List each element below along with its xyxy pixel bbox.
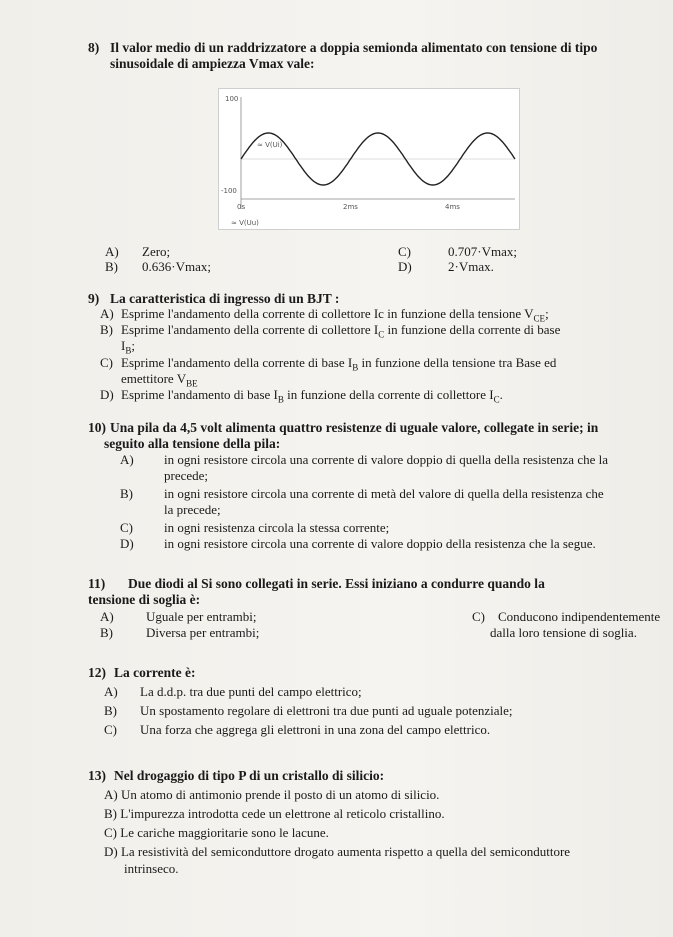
q12-option-c-letter: C) xyxy=(104,722,117,737)
q8-option-b-text: 0.636·Vmax; xyxy=(142,259,211,274)
q9-option-b xyxy=(121,322,561,340)
q10-number: 10) xyxy=(88,420,106,435)
q8-option-d-text: 2·Vmax. xyxy=(448,259,494,274)
q12-option-a-text: La d.d.p. tra due punti del campo elettrico; xyxy=(140,684,362,699)
q8-option-d-letter: D) xyxy=(398,259,412,274)
q11-option-a-text: Uguale per entrambi; xyxy=(146,609,257,624)
q13-option-c-text: C) Le cariche maggioritarie sono le lacune. xyxy=(104,825,329,840)
q9-number: 9) xyxy=(88,291,100,306)
q9-option-b-letter: B) xyxy=(100,322,113,337)
q10-option-b-text: in ogni resistore circola una corrente di metà del valore di quella della resistenza che xyxy=(164,486,604,501)
q10-option-b-line2: la precede; xyxy=(164,502,221,517)
q11-stem-line2: tensione di soglia è: xyxy=(88,592,201,607)
q9-option-a-text: Esprime l'andamento della corrente di collettore Ic in funzione della tensione V xyxy=(121,306,534,321)
q10-option-a-line2: precede; xyxy=(164,468,209,483)
tick-label-2ms: 2ms xyxy=(343,203,358,211)
q10-option-c-letter: C) xyxy=(120,520,133,535)
q9-option-c-line2-text: emettitore V xyxy=(121,371,187,386)
tick-label-100: 100 xyxy=(225,95,239,103)
q9-option-b-line2-end: ; xyxy=(131,338,135,353)
q13-option-d-text: D) La resistività del semiconduttore drogato aumenta rispetto a quella del semiconduttore xyxy=(104,844,571,859)
graph-label-vi: ≈ V(Ui) xyxy=(257,141,283,149)
q9-option-a xyxy=(121,306,549,324)
q11-option-b-text: Diversa per entrambi; xyxy=(146,625,260,640)
q8-option-a-text: Zero; xyxy=(142,244,171,259)
q9-option-d-sub: B xyxy=(277,394,284,405)
q12-stem: La corrente è: xyxy=(114,665,196,680)
q10-stem-line1: Una pila da 4,5 volt alimenta quattro resistenze di uguale valore, collegate in serie; in xyxy=(110,420,599,435)
q12-option-b-text: Un spostamento regolare di elettroni tra due punti ad uguale potenziale; xyxy=(140,703,513,718)
q9-option-c-text: Esprime l'andamento della corrente di base I xyxy=(121,355,353,370)
q13-option-d-line2: intrinseco. xyxy=(124,861,179,876)
q8-waveform-svg xyxy=(219,89,519,229)
q9-option-b-text: Esprime l'andamento della corrente di collettore I xyxy=(121,322,379,337)
q9-option-b-text2: in funzione della corrente di base xyxy=(384,322,561,337)
q12-option-b-letter: B) xyxy=(104,703,117,718)
q13-option-b-text: B) L'impurezza introdotta cede un elettrone al reticolo cristallino. xyxy=(104,806,445,821)
q10-option-b-letter: B) xyxy=(120,486,133,501)
q9-option-d-sub2: C xyxy=(493,394,500,405)
q9-stem: La caratteristica di ingresso di un BJT : xyxy=(110,291,340,306)
q8-option-c-text: 0.707·Vmax; xyxy=(448,244,517,259)
q10-option-a-text: in ogni resistore circola una corrente di valore doppio di quella della resistenza che la xyxy=(164,452,608,467)
q8-stem-line1: Il valor medio di un raddrizzatore a doppia semionda alimentato con tensione di tipo xyxy=(110,40,598,55)
q11-stem-line1: Due diodi al Si sono collegati in serie. Essi iniziano a condurre quando la xyxy=(128,576,545,591)
q8-number: 8) xyxy=(88,40,100,55)
q10-option-d-text: in ogni resistore circola una corrente di valore doppio della resistenza che la segue. xyxy=(164,536,596,551)
q11-option-c-line2: dalla loro tensione di soglia. xyxy=(490,625,637,640)
tick-label-0s: 0s xyxy=(237,203,246,211)
q9-option-d-text2: in funzione della corrente di collettore I xyxy=(283,387,494,402)
q9-option-b-sub: C xyxy=(378,329,385,340)
q9-option-d xyxy=(121,387,503,405)
q13-number: 13) xyxy=(88,768,106,783)
q12-option-a-letter: A) xyxy=(104,684,118,699)
q9-option-c-letter: C) xyxy=(100,355,113,370)
q10-option-c-text: in ogni resistenza circola la stessa corrente; xyxy=(164,520,390,535)
tick-label-minus-100: -100 xyxy=(221,187,237,195)
q11-option-a-letter: A) xyxy=(100,609,114,624)
q9-option-c-text2: in funzione della tensione tra Base ed xyxy=(358,355,557,370)
q9-option-a-sub: CE xyxy=(533,313,546,324)
q10-option-d-letter: D) xyxy=(120,536,134,551)
q8-option-a-letter: A) xyxy=(105,244,119,259)
q11-option-b-letter: B) xyxy=(100,625,113,640)
q9-option-b-line2 xyxy=(121,338,135,356)
q10-stem-line2: seguito alla tensione della pila: xyxy=(104,436,281,451)
q9-option-d-end: . xyxy=(499,387,503,402)
q8-stem-line2: sinusoidale di ampiezza Vmax vale: xyxy=(110,56,315,71)
q11-option-c-text: Conducono indipendentemente xyxy=(498,609,661,624)
q10-option-a-letter: A) xyxy=(120,452,134,467)
q9-option-c-line2 xyxy=(121,371,198,389)
q11-option-c-letter: C) xyxy=(472,609,485,624)
q9-option-d-text: Esprime l'andamento di base I xyxy=(121,387,278,402)
q13-option-a-text: A) Un atomo di antimonio prende il posto di un atomo di silicio. xyxy=(104,787,440,802)
q11-number: 11) xyxy=(88,576,106,591)
q9-option-d-letter: D) xyxy=(100,387,114,402)
q9-option-a-letter: A) xyxy=(100,306,114,321)
q8-option-b-letter: B) xyxy=(105,259,118,274)
q9-option-c-line2-sub: BE xyxy=(186,378,198,389)
q9-option-b-line2-sub: B xyxy=(125,345,132,356)
q9-option-c-sub: B xyxy=(352,362,359,373)
q9-option-c xyxy=(121,355,557,373)
tick-label-4ms: 4ms xyxy=(445,203,460,211)
q9-option-a-end: ; xyxy=(545,306,549,321)
q12-option-c-text: Una forza che aggrega gli elettroni in una zona del campo elettrico. xyxy=(140,722,491,737)
q8-waveform-graph xyxy=(218,88,520,230)
q9-option-b-line2-text: I xyxy=(121,338,126,353)
q12-number: 12) xyxy=(88,665,106,680)
q13-stem: Nel drogaggio di tipo P di un cristallo di silicio: xyxy=(114,768,385,783)
graph-label-vu: ≈ V(Uu) xyxy=(231,219,259,227)
q8-option-c-letter: C) xyxy=(398,244,411,259)
